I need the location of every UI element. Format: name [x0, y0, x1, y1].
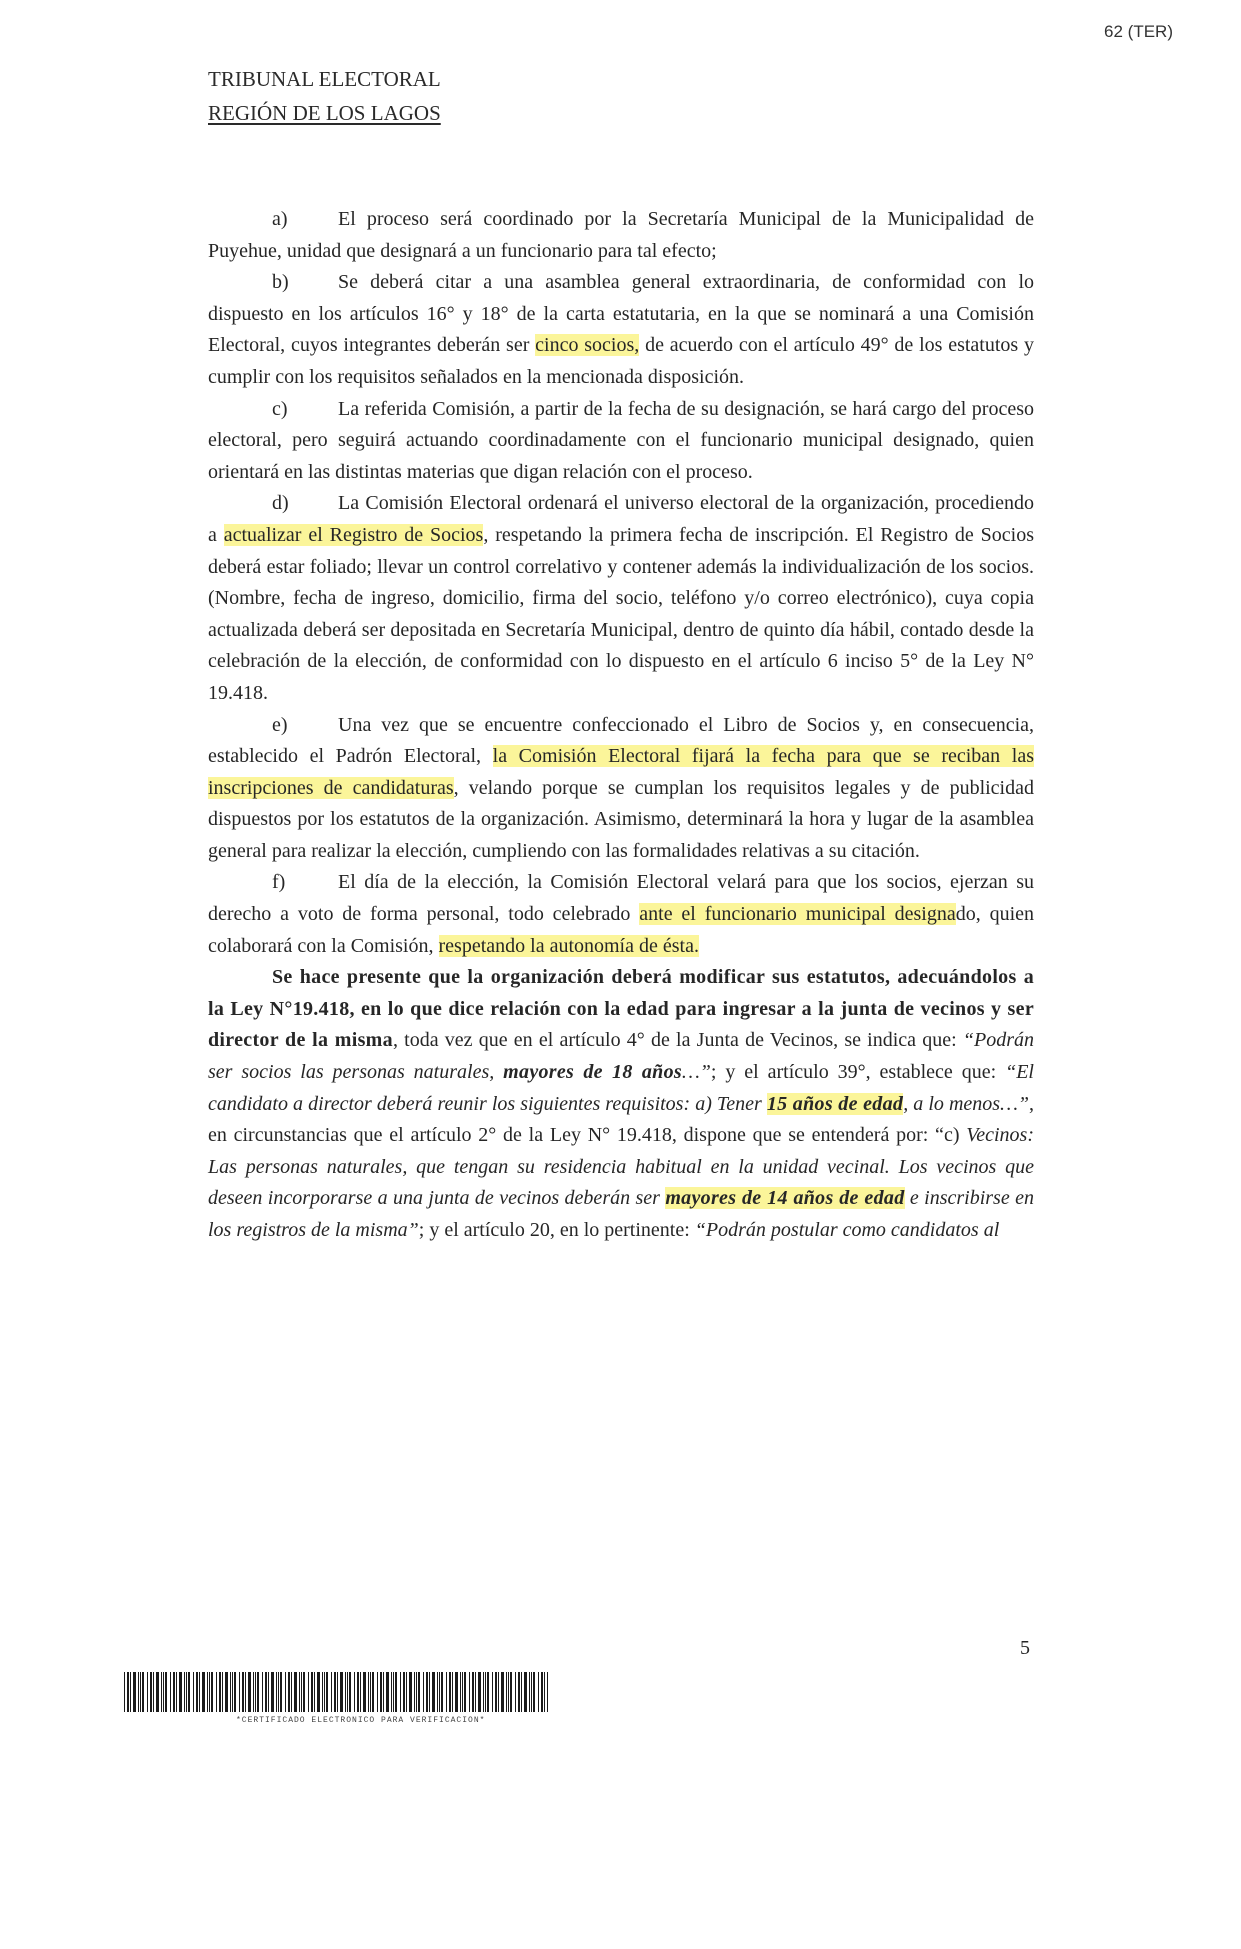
letterhead-tribunal: TRIBUNAL ELECTORAL [208, 67, 441, 91]
item-e-text: Una vez que se encuentre confeccionado el Libro de Socios y, en consecuencia, establecido el Padrón Electoral, [208, 713, 1034, 768]
barcode-bar [170, 1672, 171, 1712]
barcode-bar [133, 1672, 136, 1712]
barcode-bar [544, 1672, 545, 1712]
barcode-caption: *CERTIFICADO ELECTRONICO PARA VERIFICACION* [236, 1716, 486, 1725]
barcode-bar [506, 1672, 507, 1712]
barcode-bar [377, 1672, 378, 1712]
barcode-bar [492, 1672, 493, 1712]
barcode-bar [416, 1672, 417, 1712]
barcode-bar [242, 1672, 244, 1712]
barcode-bar [475, 1672, 476, 1712]
barcode-bar [368, 1672, 369, 1712]
barcode-bar [395, 1672, 397, 1712]
barcode-bar [140, 1672, 141, 1712]
barcode-bar [262, 1672, 263, 1712]
barcode-bar [253, 1672, 254, 1712]
barcode-bar [418, 1672, 420, 1712]
barcode-bar [510, 1672, 512, 1712]
item-f-highlight-2: respetando la autonomía de ésta. [438, 934, 699, 957]
barcode-bar [225, 1672, 228, 1712]
barcode-bar [234, 1672, 236, 1712]
barcode-bar [311, 1672, 313, 1712]
quote-art2-age-highlight: mayores de 14 años de edad [665, 1187, 905, 1210]
barcode-bar [403, 1672, 405, 1712]
barcode-bar [127, 1672, 129, 1712]
item-b-marker: b) [272, 271, 289, 294]
barcode-bar [349, 1672, 351, 1712]
item-a-marker: a) [272, 208, 288, 230]
barcode-bar [331, 1672, 332, 1712]
barcode-bar [161, 1672, 162, 1712]
barcode-bar [207, 1672, 208, 1712]
barcode-bar [347, 1672, 348, 1712]
barcode-bar [138, 1672, 139, 1712]
barcode-bar [202, 1672, 205, 1712]
barcode-bar [337, 1672, 338, 1712]
item-a-text: El proceso será coordinado por la Secretaría Municipal de la Municipalidad de Puyehue, unidad que designará a un funcionario para tal efecto; [208, 208, 1034, 262]
barcode-bar [441, 1672, 443, 1712]
item-d-highlight: actualizar el Registro de Socios [223, 523, 484, 546]
barcode-bar [239, 1672, 240, 1712]
barcode-bar [230, 1672, 231, 1712]
barcode-bar [391, 1672, 392, 1712]
barcode-bar [173, 1672, 175, 1712]
barcode-bar [219, 1672, 221, 1712]
barcode-bar [533, 1672, 535, 1712]
item-b [208, 267, 1034, 393]
barcode-bar [280, 1672, 282, 1712]
letterhead [208, 62, 441, 130]
barcode-bar [334, 1672, 336, 1712]
barcode-bar [485, 1672, 486, 1712]
barcode-bar [130, 1672, 131, 1712]
barcode-bar [354, 1672, 355, 1712]
barcode-bar [487, 1672, 489, 1712]
barcode-bar [449, 1672, 451, 1712]
barcode-bar [179, 1672, 182, 1712]
barcode-bar [232, 1672, 233, 1712]
barcode-bar [370, 1672, 371, 1712]
barcode-bar [317, 1672, 320, 1712]
barcode-bar [163, 1672, 164, 1712]
barcode-bar [124, 1672, 125, 1712]
barcode-bar [439, 1672, 440, 1712]
barcode-bar [429, 1672, 430, 1712]
barcode-bar [432, 1672, 435, 1712]
barcode-bar [294, 1672, 297, 1712]
barcode-bar [291, 1672, 292, 1712]
barcode-bar [255, 1672, 256, 1712]
closing-paragraph [208, 962, 1034, 1246]
barcode-bar [299, 1672, 300, 1712]
quote-art39: “El candidato a director deberá reunir los siguientes requisitos: a) Tener [208, 1061, 1034, 1115]
item-d-text: La Comisión Electoral ordenará el universo electoral de la organización, procediendo a [208, 492, 1034, 546]
quote-art4-age: mayores de 18 años [503, 1061, 682, 1084]
item-d [208, 488, 1034, 709]
barcode-bar [524, 1672, 527, 1712]
barcode-bar [285, 1672, 286, 1712]
barcode-bar [529, 1672, 530, 1712]
barcode-bar [288, 1672, 290, 1712]
barcode-bar [547, 1672, 548, 1712]
barcode-bar [426, 1672, 428, 1712]
barcode-bar [222, 1672, 223, 1712]
barcode-bar [326, 1672, 328, 1712]
barcode-bar [357, 1672, 359, 1712]
item-e-text-cont: , velando porque se cumplan los requisitos legales y de publicidad dispuestos por los estatutos de la organización. Asimismo, determinará la hora y lugar de la asamblea general para realizar la elección, cumpliendo con las formalidades relativas a su citación. [208, 776, 1034, 862]
item-c [208, 394, 1034, 489]
barcode-bar [386, 1672, 389, 1712]
item-d-text-cont: , respetando la primera fecha de inscripción. El Registro de Socios deberá estar foliado; llevar un control correlativo y contener además la individualización de los socios. (Nombre, fecha de ingreso, domicilio, firma del socio, teléfono y/o correo electrónico), cuya copia actualizada deberá ser depositada en Secretaría Municipal, dentro de quinto día hábil, contado desde la celebración de la elección, de conformidad con lo dispuesto en el artículo 6 inciso 5° de la Ley N° 19.418. [208, 523, 1034, 704]
barcode-bar [340, 1672, 343, 1712]
barcode-bar [196, 1672, 198, 1712]
closing-text-1: , toda vez que en el artículo 4° de la Junta de Vecinos, se indica que: [392, 1029, 963, 1052]
barcode-bar [521, 1672, 522, 1712]
barcode-bar [156, 1672, 159, 1712]
item-f-text-mid: do, quien colaborará con la Comisión, [208, 903, 1035, 957]
barcode-bar [383, 1672, 384, 1712]
barcode-bar [308, 1672, 309, 1712]
item-e-marker: e) [272, 713, 288, 736]
letterhead-region: REGIÓN DE LOS LAGOS [208, 101, 441, 125]
barcode-bar [515, 1672, 516, 1712]
barcode-bar [303, 1672, 305, 1712]
barcode-bar [472, 1672, 474, 1712]
barcode-bar [248, 1672, 251, 1712]
item-f-highlight-1: ante el funcionario municipal designa [639, 903, 956, 926]
barcode-bar [142, 1672, 144, 1712]
barcode-bar [455, 1672, 458, 1712]
barcode-bar [345, 1672, 346, 1712]
closing-text-2: ; y el artículo 39°, establece que: [710, 1061, 1006, 1084]
barcode-bar [498, 1672, 499, 1712]
barcode-bar [150, 1672, 152, 1712]
closing-text-3: , en circunstancias que el artículo 2° de la Ley N° 19.418, dispone que se entenderá por: “c) [208, 1092, 1034, 1147]
item-f-marker: f) [272, 871, 286, 894]
item-f [208, 867, 1034, 962]
barcode-bar [186, 1672, 187, 1712]
barcode-bar [538, 1672, 539, 1712]
barcode-bar [531, 1672, 532, 1712]
barcode-bar [462, 1672, 463, 1712]
barcode-bar [423, 1672, 424, 1712]
item-c-marker: c) [272, 397, 288, 420]
barcode-bar [153, 1672, 154, 1712]
barcode-bar [184, 1672, 185, 1712]
item-f-text: El día de la elección, la Comisión Electoral velará para que los socios, ejerzan su derecho a voto de forma personal, todo celebrado [208, 871, 1034, 926]
barcode-bar [216, 1672, 217, 1712]
barcode-bar [188, 1672, 190, 1712]
quote-art4: “Podrán ser socios las personas naturales, [208, 1029, 1035, 1084]
barcode-bar [268, 1672, 269, 1712]
document-body [208, 204, 1034, 1247]
quote-art20: “Podrán postular como candidatos al [694, 1219, 1000, 1241]
barcode-bar [478, 1672, 481, 1712]
barcode-bar [460, 1672, 461, 1712]
barcode-bar [518, 1672, 520, 1712]
page-number: 5 [1020, 1637, 1030, 1659]
barcode-bar [176, 1672, 177, 1712]
barcode-bar [406, 1672, 407, 1712]
item-c-text: La referida Comisión, a partir de la fecha de su designación, se hará cargo del proceso electoral, pero seguirá actuando coordinadamente con el funcionario municipal designado, quien orientará en las distintas materias que digan relación con el proceso. [208, 397, 1034, 483]
item-b-text: Se deberá citar a una asamblea general extraordinaria, de conformidad con lo dispuesto en los artículos 16° y 18° de la carta estatutaria, en la que se nominará a una Comisión Electoral, cuyos integrantes deberán ser [208, 271, 1034, 357]
barcode-bar [541, 1672, 543, 1712]
barcode-bar [199, 1672, 200, 1712]
barcode-bar [380, 1672, 382, 1712]
barcode-bar [363, 1672, 366, 1712]
barcode-bar [400, 1672, 401, 1712]
item-b-text-cont: de acuerdo con el artículo 49° de los estatutos y cumplir con los requisitos señalados en la mencionada disposición. [208, 334, 1034, 388]
barcode-bar [495, 1672, 497, 1712]
barcode-bar [464, 1672, 466, 1712]
closing-text-4: ; y el artículo 20, en lo pertinente: [418, 1219, 695, 1241]
barcode-bar [483, 1672, 484, 1712]
page-corner-annotation: 62 (TER) [1104, 22, 1173, 41]
quote-art39-end: , a lo menos…” [903, 1092, 1029, 1115]
barcode-bar [193, 1672, 194, 1712]
barcode-bar [393, 1672, 394, 1712]
barcode-bar [265, 1672, 267, 1712]
barcode-bar [165, 1672, 167, 1712]
barcode-bar [469, 1672, 470, 1712]
quote-art2: Vecinos: Las personas naturales, que tengan su residencia habitual en la unidad vecinal. Los vecinos que deseen incorporarse a una junta de vecinos deberán ser [208, 1124, 1034, 1210]
barcode-bar [271, 1672, 274, 1712]
barcode-bar [452, 1672, 453, 1712]
barcode-bar [324, 1672, 325, 1712]
barcode-bar [301, 1672, 302, 1712]
barcode-bar [278, 1672, 279, 1712]
barcode-bar [437, 1672, 438, 1712]
barcode-bar [322, 1672, 323, 1712]
item-e [208, 710, 1034, 868]
quote-art4-end: …” [681, 1061, 711, 1084]
quote-art2-end: e inscribirse en los registros de la misma” [208, 1187, 1034, 1241]
item-e-highlight: la Comisión Electoral fijará la fecha para que se reciban las inscripciones de candidaturas [208, 745, 1034, 799]
barcode-bar [314, 1672, 315, 1712]
item-b-highlight: cinco socios, [535, 334, 640, 357]
barcode-bar [360, 1672, 361, 1712]
barcode-bar [501, 1672, 504, 1712]
barcode-image [124, 1672, 548, 1712]
barcode-bar [414, 1672, 415, 1712]
quote-art39-age-highlight: 15 años de edad [766, 1092, 904, 1115]
barcode-bar [446, 1672, 447, 1712]
barcode-bar [257, 1672, 259, 1712]
barcode-bar [276, 1672, 277, 1712]
closing-bold-statement: Se hace presente que la organización deberá modificar sus estatutos, adecuándolos a la Ley N°19.418, en lo que dice relación con la edad para ingresar a la junta de vecinos y ser director de la misma [208, 966, 1034, 1052]
item-d-marker: d) [272, 492, 289, 515]
barcode-bar [508, 1672, 509, 1712]
barcode-bar [372, 1672, 374, 1712]
barcode-bar [245, 1672, 246, 1712]
barcode-bar [209, 1672, 210, 1712]
item-a [208, 204, 1034, 267]
barcode-bar [211, 1672, 213, 1712]
barcode-bar [409, 1672, 412, 1712]
barcode-bar [147, 1672, 148, 1712]
